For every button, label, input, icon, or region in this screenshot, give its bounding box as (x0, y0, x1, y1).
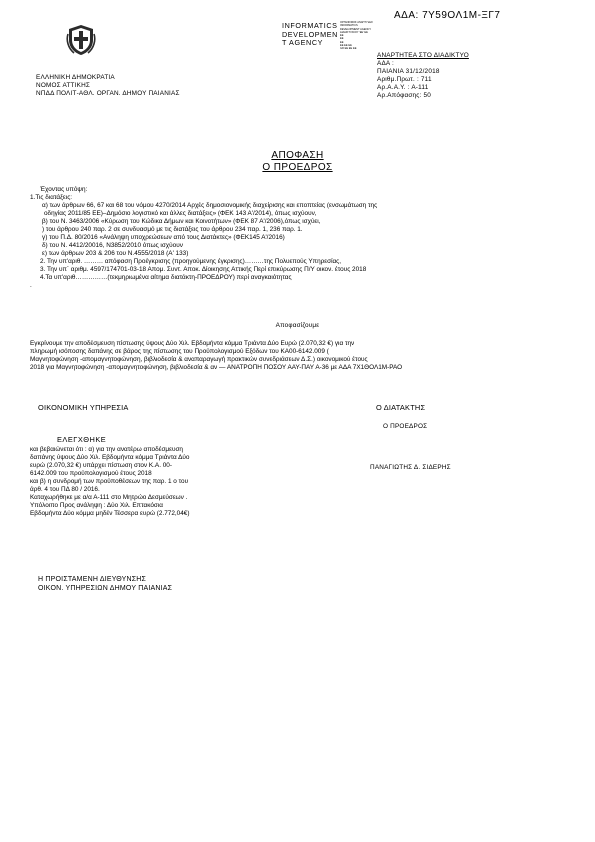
issuer-line: ΕΛΛΗΝΙΚΗ ΔΗΜΟΚΡΑΤΙΑ (36, 74, 115, 81)
separator-dot: . (30, 282, 32, 289)
considering-subitem: ε) των άρθρων 203 & 206 του Ν.4555/2018 (Α' 133) (42, 250, 189, 257)
authorizer-label: Ο ΔΙΑΤΑΚΤΗΣ (376, 403, 426, 412)
ada-field: ΑΔΑ : (377, 60, 394, 67)
place-date: ΠΑΙΑΝΙΑ 31/12/2018 (377, 68, 440, 75)
considering-item: 3. Την υπ΄ αριθμ. 4597/174701-03-18 Απομ. Συντ. Αποκ. Δίοικησης Αττικής Περί επικύρωσης Π/Υ οικον. έτους 2018 (40, 266, 367, 273)
considering-subitem: δ) του Ν. 4412/20016, Ν3852/2010 όπως ισχύουν (42, 242, 183, 249)
protocol-number: Αριθμ.Πρωτ. : 711 (377, 76, 432, 83)
approval-line: 2018 για Μαγνητοφώνηση -απομαγνητοφώνηση, βιβλιοδεσία & αν — ΑΝΑΤΡΟΠΗ ΠΟΣΟΥ ΑΑΥ-ΠΑΥ Α-36 με ΑΔΑ 7Χ1ΘΟΛ1Μ-ΡΑΟ (30, 364, 403, 371)
approval-text (30, 340, 402, 372)
considering-subitem: α) των άρθρων 66, 67 και 68 του νόμου 4270/2014 Αρχές δημοσιονομικής διαχείρισης και εποπτείας (ενσωμάτωση της (42, 202, 378, 209)
posted-label: ΑΝΑΡΤΗΤΕΑ ΣΤΟ ΔΙΑΔΙΚΤΥΟ (377, 52, 469, 59)
approval-line: Εγκρίνουμε την αποδέσμευση πίστωσης ύψους Δύο Χιλ. Εβδομήντα κόμμα Τριάντα Δύο Ευρώ (2.070,32 €) για την (30, 340, 355, 347)
checked-line: 6142.009 του προϋπολογισμού έτους 2018 (30, 470, 152, 477)
considering-subitem: οδηγίας 2011/85 ΕΕ)–Δημόσιο λογιστικό και άλλες διατάξεις» (ΦΕΚ 143 Α'/2014), όπως ισχύουν, (44, 210, 317, 217)
considering-subitem: ) του άρθρου 240 παρ. 2 σε συνδυασμό με τις διατάξεις του άρθρου 234 παρ. 1, 236 παρ. 1. (42, 226, 303, 233)
aay-number: Αρ.Α.Α.Υ. : Α-111 (377, 84, 429, 91)
checked-line: και βεβαιώνεται ότι : α) για την ανατέρω αποδέσμευση (30, 446, 183, 453)
approval-line: Μαγνητοφώνηση -απομαγνητοφώνηση, βιβλιοδεσία & αναπαραγωγή πρακτικών συνεδριάσεων Δ.Σ.) οικονομικού έτους (30, 356, 368, 363)
signer-name: ΠΑΝΑΓΙΩΤΗΣ Δ. ΣΙΔΕΡΗΣ (370, 464, 451, 471)
footer-signature-block (38, 575, 172, 593)
president-label: Ο ΠΡΟΕΔΡΟΣ (383, 423, 428, 430)
issuer-block (36, 74, 180, 98)
checked-body (30, 446, 190, 518)
considering-subitem: β) του Ν. 3463/2006 «Κύρωση του Κώδικα Δήμων και Κοινοτήτων» (ΦΕΚ 87 Α'/2006),όπως ισχύει, (42, 218, 321, 225)
greek-coat-of-arms-icon (66, 24, 96, 56)
issuer-line: ΝΠΔΔ ΠΟΛΙΤ-ΑΘΛ. ΟΡΓΑΝ. ΔΗΜΟΥ ΠΑΙΑΝΙΑΣ (36, 90, 180, 97)
checked-line: Υπόλοιπο Προς ανάληψη : Δύο Χιλ. Επτακόσια (30, 502, 163, 509)
checked-line: δαπάνης ύψους Δύο Χιλ. Εβδομήντα κόμμα Τριάντα Δύο (30, 454, 190, 461)
considering-intro: Έχοντας υπόψη: (40, 186, 88, 193)
decision-title: ΑΠΟΦΑΣΗ Ο ΠΡΟΕΔΡΟΣ (262, 150, 333, 173)
ada-top: ΑΔΑ: 7Υ59ΟΛ1Μ-ΞΓ7 (394, 10, 501, 21)
agency-name: INFORMATICS DEVELOPMEN T AGENCY (282, 21, 338, 48)
decide-heading: Αποφασίζουμε (275, 322, 320, 329)
checked-title: ΕΛΕΓΧΘΗΚΕ (57, 435, 107, 444)
footer-line: Η ΠΡΟΙΣΤΑΜΕΝΗ ΔΙΕΥΘΥΝΣΗΣ (38, 576, 147, 583)
document-metadata (377, 52, 469, 100)
decision-number: Αρ.Απόφασης: 50 (377, 92, 431, 99)
approval-line: πληρωμή ισόποσης δαπάνης σε βάρος της πίστωσης του Προϋπολογισμού Εξόδων του ΚΑ00-6142.009 ( (30, 348, 329, 355)
checked-line: Εβδομήντα Δύο κόμμα μηδέν Τέσσερα ευρώ (2.772,04€) (30, 510, 190, 517)
considering-item: 4.Τα υπ'αριθ……………(τεκμηριωμένα αίτημα διατάκτη-ΠΡΟΕΔΡΟΥ) περί αναγκαιότητας (40, 274, 292, 281)
considering-subitem: γ) του Π.Δ. 80/2016 «Ανάληψη υποχρεώσεων από τους Διατάκτες» (ΦΕΚ145 Α'/2016) (42, 234, 285, 241)
considering-item: 1.Τις διατάξεις: (30, 194, 73, 201)
issuer-line: ΝΟΜΟΣ ΑΤΤΙΚΗΣ (36, 82, 91, 89)
checked-line: Καταχωρήθηκε με α/α Α-111 στο Μητρώο Δεσμεύσεων . (30, 494, 188, 501)
considering-section (30, 186, 377, 290)
checked-line: άρθ. 4 του ΠΔ 80 / 2016. (30, 486, 100, 493)
checked-line: ευρώ (2.070,32 €) υπάρχει πίστωση στον Κ.Α. 00- (30, 462, 172, 469)
checked-line: και β) η συνδρομή των προϋποθέσεων της παρ. 1 ο του (30, 478, 189, 485)
considering-item: 2. Την υπ'αριθ. ……… απόφαση Προέγκρισης (προηγούμενης έγκρισης)………της Πολυεπούς Υπηρεσίας, (40, 258, 342, 265)
financial-service-label: ΟΙΚΟΝΟΜΙΚΗ ΥΠΗΡΕΣΙΑ (38, 403, 129, 412)
agency-fine-print: ΟΡΓΑΝΙΣΜΟΣ ΑΝΑΠΤΥΞΗΣ INFORMATICS DEVELOPMENT AGENCY ΔΙΑΔΙΚΤΥΑΚΟΥ 'ΕΕ' ΕΕ ΕΕ ΕΕ ΕΕ ΕΕ ΕΕ ΕΕ GR ΕΕ ΕΕ ΕΕ (340, 21, 373, 51)
footer-line: ΟΙΚΟΝ. ΥΠΗΡΕΣΙΩΝ ΔΗΜΟΥ ΠΑΙΑΝΙΑΣ (38, 585, 173, 592)
